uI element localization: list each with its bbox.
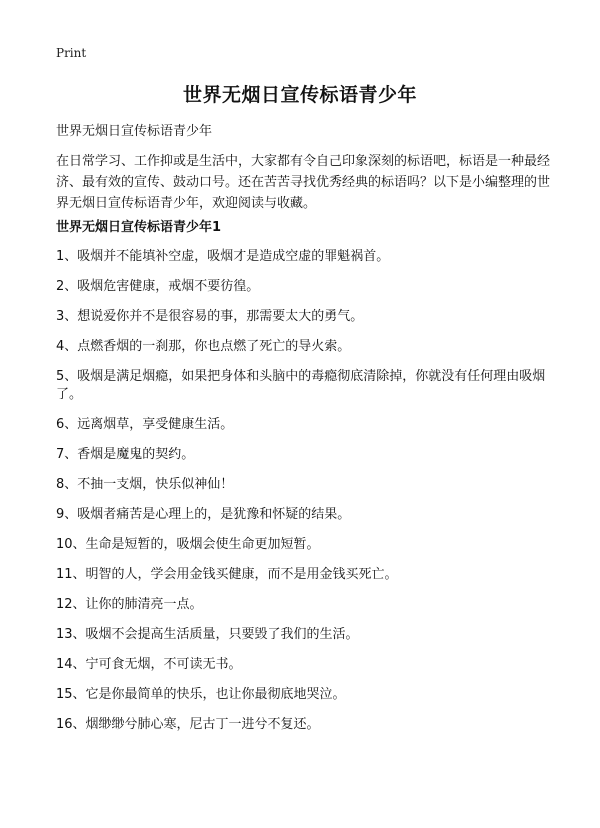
- list-item: 5、吸烟是满足烟瘾，如果把身体和头脑中的毒瘾彻底清除掉，你就没有任何理由吸烟了。: [56, 369, 546, 402]
- list-item: 8、不抽一支烟，快乐似神仙！: [56, 477, 234, 492]
- list-item: 7、香烟是魔鬼的契约。: [56, 447, 195, 462]
- intro-paragraph: 在日常学习、工作抑或是生活中，大家都有令自己印象深刻的标语吧，标语是一种最经济、最有效的宣传、鼓动口号。还在苦苦寻找优秀经典的标语吗？以下是小编整理的世界无烟日宣传标语青少年，欢迎阅读与收藏。: [56, 154, 551, 211]
- list-item: 4、点燃香烟的一刹那，你也点燃了死亡的导火索。: [56, 339, 351, 354]
- list-item: 11、明智的人，学会用金钱买健康，而不是用金钱买死亡。: [56, 567, 398, 582]
- list-item: 1、吸烟并不能填补空虚，吸烟才是造成空虚的罪魁祸首。: [56, 249, 390, 264]
- list-item: 2、吸烟危害健康，戒烟不要彷徨。: [56, 279, 260, 294]
- page-title: 世界无烟日宣传标语青少年: [182, 84, 417, 106]
- print-link[interactable]: Print: [56, 46, 87, 60]
- list-item: 10、生命是短暂的，吸烟会使生命更加短暂。: [56, 537, 320, 552]
- document-subtitle: 世界无烟日宣传标语青少年: [56, 124, 213, 139]
- list-item: 16、烟缈缈兮肺心寒，尼古丁一进兮不复还。: [56, 717, 320, 732]
- list-item: 9、吸烟者痛苦是心理上的，是犹豫和怀疑的结果。: [56, 507, 351, 522]
- list-item: 6、远离烟草，享受健康生活。: [56, 417, 234, 432]
- list-item: 12、让你的肺清亮一点。: [56, 597, 203, 612]
- list-item: 14、宁可食无烟，不可读无书。: [56, 657, 242, 672]
- list-item: 3、想说爱你并不是很容易的事，那需要太大的勇气。: [56, 309, 364, 324]
- section-heading: 世界无烟日宣传标语青少年1: [56, 220, 222, 235]
- slogan-list: [56, 248, 552, 746]
- list-item: 13、吸烟不会提高生活质量，只要毁了我们的生活。: [56, 627, 359, 642]
- list-item: 15、它是你最简单的快乐，也让你最彻底地哭泣。: [56, 687, 346, 702]
